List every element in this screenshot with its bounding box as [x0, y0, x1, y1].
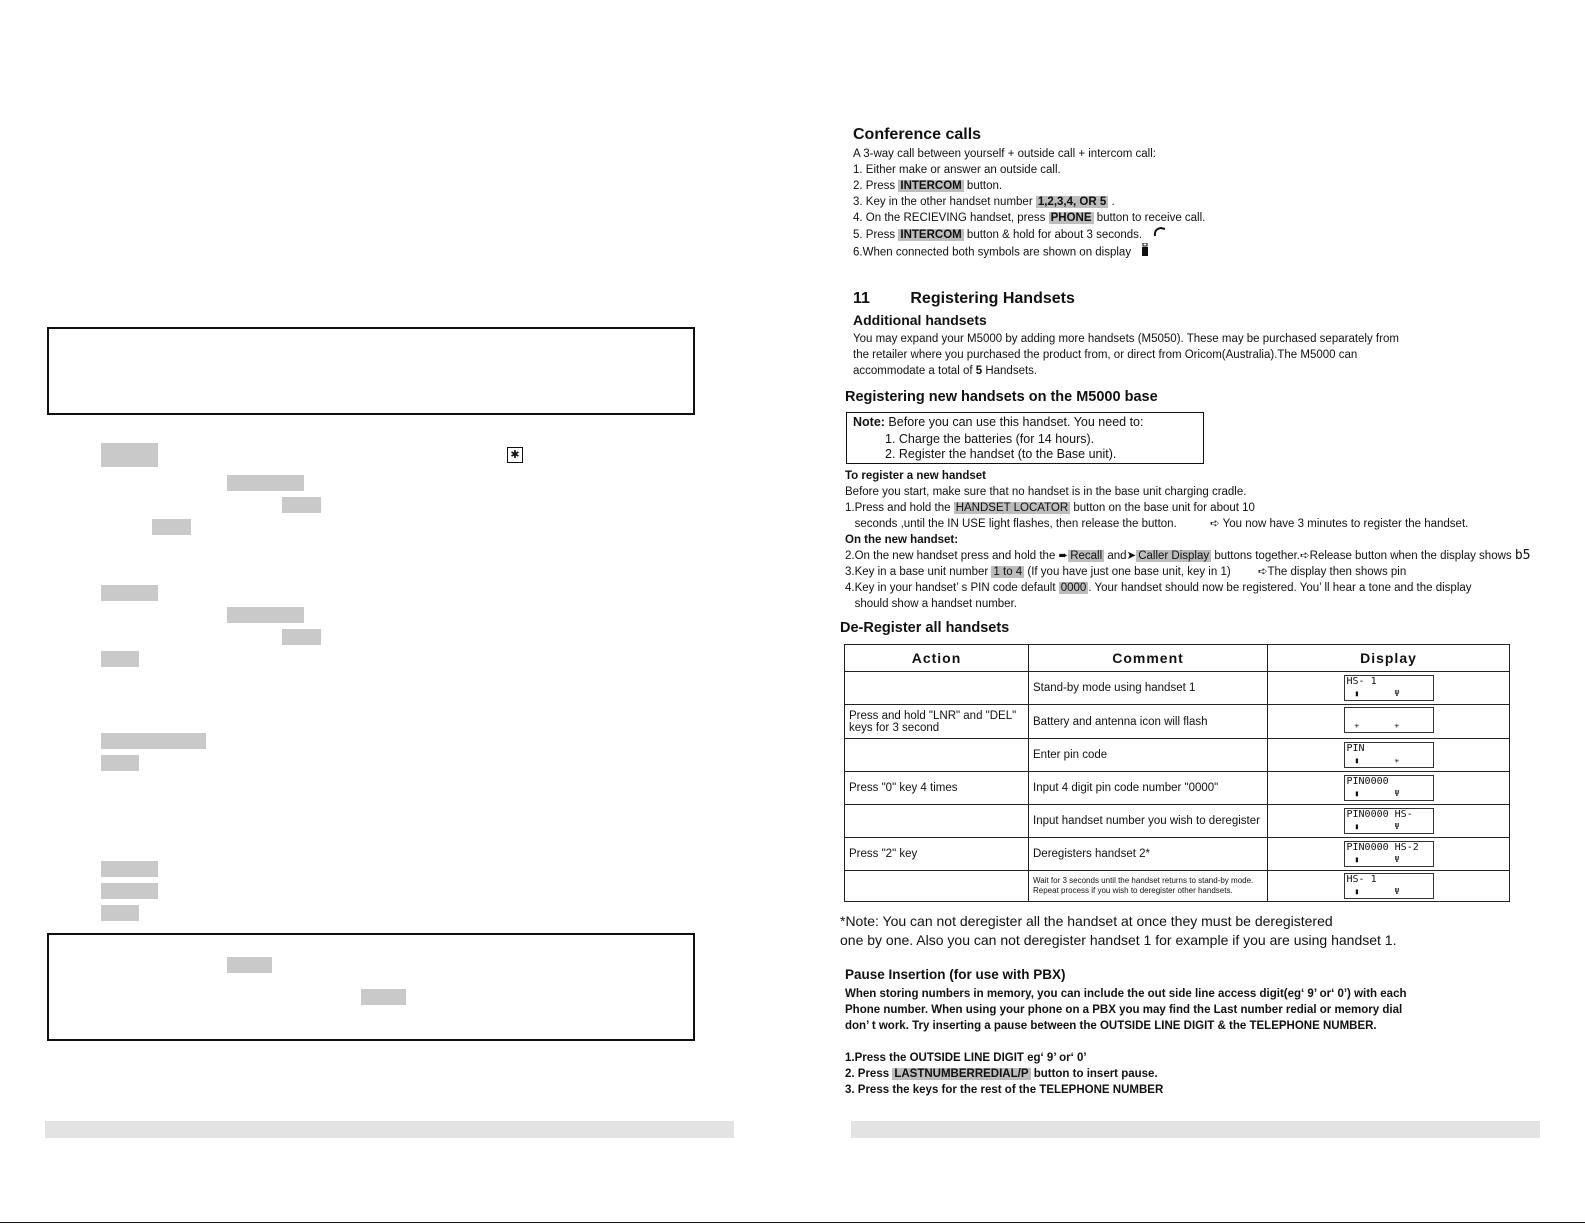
- phone-handset-icon: [1153, 226, 1167, 243]
- note-line: Note: Before you can use this handset. You need to:: [853, 415, 1144, 429]
- section-11-heading: [853, 290, 1075, 308]
- battery-icon: ▮: [1354, 822, 1360, 831]
- left-placeholder-14: [227, 957, 272, 973]
- step-line: should show a handset number.: [845, 598, 1017, 610]
- antenna-icon: Ψ: [1394, 855, 1400, 864]
- note-box: [846, 412, 1204, 464]
- dereg-footnote: [840, 912, 1396, 950]
- body-line: accommodate a total of 5 Handsets.: [853, 365, 1038, 377]
- display-b5: b5: [1514, 548, 1531, 563]
- lcd-display: PIN0000 HS-2 ▮ Ψ: [1344, 841, 1434, 867]
- left-placeholder-15: [361, 989, 406, 1005]
- lcd-display: PIN0000 ▮ Ψ: [1344, 775, 1434, 801]
- to-register-heading: To register a new handset: [845, 470, 987, 482]
- conference-line: 5. Press INTERCOM button & hold for about 3 seconds.: [853, 226, 1205, 243]
- key-highlight: Recall: [1070, 550, 1103, 562]
- table-header-row: [845, 645, 1510, 672]
- step-line: Before you start, make sure that no handset is in the base unit charging cradle.: [845, 486, 1247, 498]
- action-cell: [845, 672, 1029, 705]
- display-cell: [1268, 805, 1510, 838]
- lcd-display: HS- 1 ▮ Ψ: [1344, 873, 1434, 899]
- conference-line: 1. Either make or answer an outside call.: [853, 164, 1061, 176]
- lcd-display: PIN ▮ ✳: [1344, 742, 1434, 768]
- table-row: [845, 739, 1510, 772]
- antenna-icon: Ψ: [1394, 789, 1400, 798]
- step-line: 3. Press the keys for the rest of the TELEPHONE NUMBER: [845, 1084, 1164, 1096]
- spacer: [845, 1034, 1406, 1050]
- conference-line: 6.When connected both symbols are shown on display: [853, 243, 1205, 262]
- on-new-heading: On the new handset:: [845, 534, 959, 546]
- left-footer-bar: [45, 1121, 734, 1138]
- key-highlight: HANDSET LOCATOR: [955, 502, 1069, 514]
- left-placeholder-2: [227, 475, 304, 491]
- step-line: 1.Press and hold the HANDSET LOCATOR button on the base unit for about 10: [845, 502, 1255, 514]
- key-highlight: LASTNUMBERREDIAL/P: [894, 1068, 1029, 1080]
- table-row: [845, 672, 1510, 705]
- dereg-title: De-Register all handsets: [840, 620, 1010, 636]
- reg-steps: [845, 468, 1531, 612]
- antenna-icon: Ψ: [1394, 822, 1400, 831]
- key-highlight: PHONE: [1050, 212, 1092, 224]
- pause-body: [845, 986, 1406, 1098]
- left-placeholder-9: [101, 733, 206, 749]
- action-cell: Press "2" key: [845, 838, 1029, 871]
- battery-icon: ▮: [1354, 689, 1360, 698]
- left-top-box: [47, 327, 695, 415]
- column-header: Action: [845, 645, 1029, 672]
- reg-new-title: Registering new handsets on the M5000 base: [845, 389, 1158, 405]
- comment-cell: Enter pin code: [1029, 739, 1268, 772]
- additional-handsets-body: [853, 331, 1399, 379]
- battery-icon: ▮: [1354, 887, 1360, 896]
- antenna-icon: Ψ: [1394, 887, 1400, 896]
- comment-cell: Deregisters handset 2*: [1029, 838, 1268, 871]
- bottom-rule: [0, 1222, 1585, 1223]
- column-header: Comment: [1029, 645, 1268, 672]
- flashing-battery-icon: ✳: [1354, 721, 1360, 730]
- additional-handsets-subtitle: Additional handsets: [853, 312, 987, 328]
- conference-line: 3. Key in the other handset number 1,2,3,4, OR 5 .: [853, 196, 1115, 208]
- body-line: When storing numbers in memory, you can include the out side line access digit(eg‘ 9’ or‘ 0’) with each: [845, 988, 1407, 1000]
- action-cell: Press "0" key 4 times: [845, 772, 1029, 805]
- step-line: seconds ,until the IN USE light flashes, then release the button. ➪ You now have 3 minutes to register the handset.: [845, 518, 1469, 530]
- star-key-icon: ✱: [507, 447, 523, 463]
- left-arrow-icon: ➨: [1058, 550, 1069, 562]
- note-item: 2. Register the handset (to the Base unit).: [885, 447, 1117, 461]
- dereg-table: [844, 644, 1510, 902]
- note-item: 1. Charge the batteries (for 14 hours).: [885, 432, 1095, 446]
- left-placeholder-1: [101, 443, 158, 467]
- hollow-arrow-icon: ➪: [1300, 550, 1310, 562]
- display-cell: [1268, 772, 1510, 805]
- antenna-icon: Ψ: [1394, 689, 1400, 698]
- display-cell: [1268, 838, 1510, 871]
- step-line: 2. Press LASTNUMBERREDIAL/P button to insert pause.: [845, 1068, 1158, 1080]
- lcd-display: PIN0000 HS- ▮ Ψ: [1344, 808, 1434, 834]
- action-cell: [845, 805, 1029, 838]
- lcd-display: HS- 1 ▮ Ψ: [1344, 675, 1434, 701]
- table-row: [845, 705, 1510, 739]
- step-line: 4.Key in your handset’ s PIN code default 0000 . Your handset should now be registered. You’ ll hear a tone and the display: [845, 582, 1472, 594]
- left-bottom-box: [47, 933, 695, 1041]
- step-line: 2.On the new handset press and hold the ➨ Recall and➤ Caller Display buttons together.➪Release button when the display shows b5: [845, 548, 1531, 563]
- display-cell: [1268, 672, 1510, 705]
- key-highlight: 1,2,3,4, OR 5: [1037, 196, 1107, 208]
- lcd-display: [1344, 707, 1434, 733]
- left-placeholder-4: [152, 519, 191, 535]
- table-row: [845, 772, 1510, 805]
- footnote-line: one by one. Also you can not deregister handset 1 for example if you are using handset 1.: [840, 932, 1397, 948]
- right-footer-bar: [851, 1121, 1540, 1138]
- conference-lines: [853, 146, 1205, 262]
- battery-icon: ▮: [1354, 789, 1360, 798]
- battery-icon: ▮: [1354, 855, 1360, 864]
- left-placeholder-5: [101, 585, 158, 601]
- hollow-arrow-icon: ➪: [1257, 566, 1268, 578]
- table-row: [845, 805, 1510, 838]
- left-placeholder-7: [282, 629, 321, 645]
- action-cell: [845, 871, 1029, 902]
- body-line: the retailer where you purchased the product from, or direct from Oricom(Australia).The M5000 can: [853, 349, 1358, 361]
- comment-cell: Input 4 digit pin code number "0000": [1029, 772, 1268, 805]
- table-row: [845, 871, 1510, 902]
- comment-cell: Input handset number you wish to deregister: [1029, 805, 1268, 838]
- footnote-line: *Note: You can not deregister all the handset at once they must be deregistered: [840, 913, 1333, 929]
- display-cell: [1268, 739, 1510, 772]
- left-placeholder-13: [101, 905, 139, 921]
- body-line: don’ t work. Try inserting a pause between the OUTSIDE LINE DIGIT & the TELEPHONE NUMBER.: [845, 1020, 1377, 1032]
- key-highlight: 0000: [1060, 582, 1087, 594]
- body-line: You may expand your M5000 by adding more handsets (M5050). These may be purchased separately from: [853, 333, 1399, 345]
- step-line: 1.Press the OUTSIDE LINE DIGIT eg‘ 9’ or‘ 0’: [845, 1052, 1087, 1064]
- conference-title: Conference calls: [853, 126, 982, 143]
- comment-cell: Stand-by mode using handset 1: [1029, 672, 1268, 705]
- body-line: Phone number. When using your phone on a PBX you may find the Last number redial or memory dial: [845, 1004, 1403, 1016]
- section-title: Registering Handsets: [910, 290, 1075, 307]
- table-row: [845, 838, 1510, 871]
- display-cell: [1268, 705, 1510, 739]
- battery-icon: ▮: [1354, 756, 1360, 765]
- flashing-antenna-icon: ✳: [1394, 721, 1400, 730]
- column-header: Display: [1268, 645, 1510, 672]
- left-placeholder-8: [101, 651, 139, 667]
- conference-line: A 3-way call between yourself + outside call + intercom call:: [853, 148, 1156, 160]
- key-highlight: INTERCOM: [900, 229, 962, 241]
- flashing-antenna-icon: ✳: [1394, 756, 1400, 765]
- key-highlight: 1 to 4: [993, 566, 1023, 578]
- pause-title: Pause Insertion (for use with PBX): [845, 967, 1066, 982]
- conference-line: 4. On the RECIEVING handset, press PHONE button to receive call.: [853, 212, 1206, 224]
- key-highlight: Caller Display: [1138, 550, 1210, 562]
- conference-line: 2. Press INTERCOM button.: [853, 180, 1003, 192]
- left-placeholder-11: [101, 861, 158, 877]
- action-cell: Press and hold "LNR" and "DEL" keys for 3 second: [845, 705, 1029, 739]
- hollow-arrow-icon: ➪: [1209, 518, 1220, 530]
- step-line: 3.Key in a base unit number 1 to 4 (If you have just one base unit, key in 1) ➪The display then shows pin: [845, 566, 1407, 578]
- left-placeholder-12: [101, 883, 158, 899]
- right-arrow-icon: ➤: [1126, 550, 1137, 562]
- left-placeholder-3: [282, 497, 321, 513]
- intercom-icon: [1140, 243, 1150, 262]
- section-number: 11: [853, 290, 870, 307]
- left-placeholder-6: [227, 607, 304, 623]
- display-cell: [1268, 871, 1510, 902]
- comment-cell: Battery and antenna icon will flash: [1029, 705, 1268, 739]
- action-cell: [845, 739, 1029, 772]
- left-placeholder-10: [101, 755, 139, 771]
- comment-cell: Wait for 3 seconds until the handset returns to stand-by mode. Repeat process if you wish to deregister other handsets.: [1029, 871, 1268, 902]
- key-highlight: INTERCOM: [900, 180, 962, 192]
